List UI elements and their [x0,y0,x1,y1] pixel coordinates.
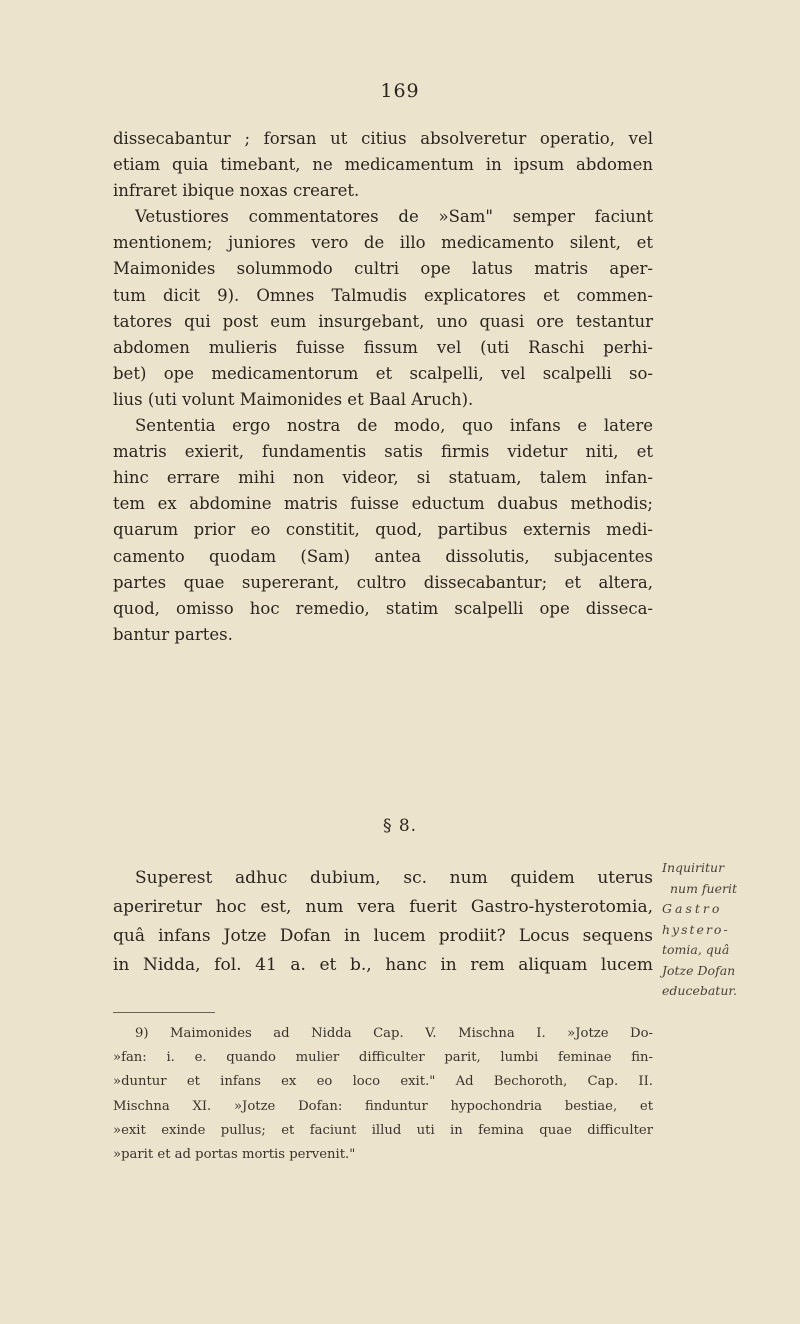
footnote-line: »duntur et infans ex eo loco exit." Ad Bechoroth, Cap. II. [113,1074,653,1090]
margin-note-line: tomia, quâ [662,942,730,957]
margin-note-line: Gastro [662,901,723,916]
section-heading: § 8. [382,816,418,836]
text-line: in Nidda, fol. 41 a. et b., hanc in rem aliquam lucem [113,955,653,975]
margin-note-line: educebatur. [662,983,737,998]
text-line: tatores qui post eum insurgebant, uno quasi ore testantur [113,311,653,331]
footnote [113,1022,653,1167]
text-line: etiam quia timebant, ne medicamentum in ipsum abdomen [113,155,653,175]
text-line: abdomen mulieris fuisse fissum vel (uti Raschi perhi- [113,337,653,357]
page-number: 169 [380,80,420,102]
text-line: bantur partes. [113,624,233,644]
text-line: matris exierit, fundamentis satis firmis videtur niti, et [113,442,653,462]
margin-note [662,858,772,1002]
text-line: tum dicit 9). Omnes Talmudis explicatores et commen- [113,285,653,305]
margin-note-line: Inquiritur [662,860,725,875]
text-line: tem ex abdomine matris fuisse eductum duabus methodis; [113,494,653,514]
text-line: lius (uti volunt Maimonides et Baal Aruch). [113,389,474,409]
footnote-line: Mischna XI. »Jotze Dofan: finduntur hypochondria bestiae, et [113,1098,653,1114]
text-line: Sententia ergo nostra de modo, quo infans e latere [135,416,653,436]
footnote-line: 9) Maimonides ad Nidda Cap. V. Mischna I. »Jotze Do- [135,1026,653,1041]
section-text [113,864,653,980]
text-line: quarum prior eo constitit, quod, partibus externis medi- [113,520,653,540]
text-line: infraret ibique noxas crearet. [113,181,360,201]
text-line: hinc errare mihi non videor, si statuam, talem infan- [113,468,653,488]
footnote-divider [113,1012,215,1013]
text-line: aperiretur hoc est, num vera fuerit Gastro-hysterotomia, [113,897,653,917]
footnote-line: »fan: i. e. quando mulier difficulter parit, lumbi feminae fin- [113,1050,653,1066]
text-line: bet) ope medicamentorum et scalpelli, vel scalpelli so- [113,363,653,383]
text-line: quâ infans Jotze Dofan in lucem prodiit? Locus sequens [113,926,653,946]
text-line: Superest adhuc dubium, sc. num quidem uterus [135,868,653,888]
text-line: Vetustiores commentatores de »Sam" semper faciunt [135,207,653,227]
margin-note-line: num fuerit [670,880,737,896]
margin-note-line: hystero- [662,921,730,937]
main-text [113,126,653,648]
text-line: partes quae supererant, cultro dissecabantur; et altera, [113,572,653,592]
text-line: camento quodam (Sam) antea dissolutis, subjacentes [113,546,653,566]
text-line: quod, omisso hoc remedio, statim scalpelli ope disseca- [113,598,653,618]
margin-note-line: Jotze Dofan [662,962,736,978]
text-line: Maimonides solummodo cultri ope latus matris aper- [113,259,653,279]
text-line: dissecabantur ; forsan ut citius absolveretur operatio, vel [113,129,653,148]
text-line: mentionem; juniores vero de illo medicamento silent, et [113,233,653,253]
footnote-line: »parit et ad portas mortis pervenit." [113,1147,356,1163]
footnote-line: »exit exinde pullus; et faciunt illud uti in femina quae difficulter [113,1122,653,1138]
